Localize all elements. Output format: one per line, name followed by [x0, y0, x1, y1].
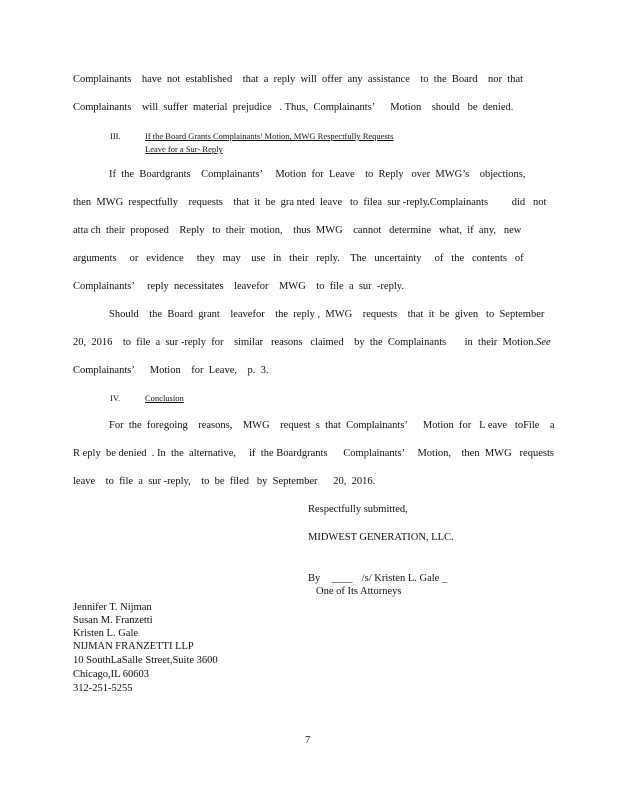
counsel-line-6: Chicago,IL 60603 — [73, 669, 150, 680]
heading-3-title-line-2: Leave for a Sur- Reply — [145, 144, 223, 154]
signature-blank: ____ — [331, 573, 353, 584]
counsel-line-4: NIJMAN FRANZETTI LLP — [73, 641, 194, 652]
signature-closing: Respectfully submitted, — [308, 504, 408, 515]
counsel-line-2: Susan M. Franzetti — [73, 615, 153, 626]
paragraph-2-line-2: then MWG respectfully requests that it be gra nted leave to filea sur -reply.Complainants did not — [73, 197, 547, 208]
paragraph-3-line-1: Should the Board grant leavefor the reply , MWG requests that it be given to September — [109, 309, 545, 320]
heading-3-title-line-1: If the Board Grants Complainants’ Motion, MWG Respectfully Requests — [145, 131, 394, 141]
heading-4-title: Conclusion — [145, 393, 184, 403]
paragraph-2-line-5: Complainants’ reply necessitates leavefor MWG to file a sur -reply. — [73, 281, 404, 292]
paragraph-4-line-3: leave to file a sur -reply, to be filed by September 20, 2016. — [73, 476, 376, 487]
signature-by: By — [308, 573, 321, 584]
paragraph-2-line-3: atta ch their proposed Reply to their motion, thus MWG cannot determine what, if any, new — [73, 225, 522, 236]
paragraph-1-line-1: Complainants have not established that a reply will offer any assistance to the Board nor that — [73, 74, 524, 85]
paragraph-3-line-2: 20, 2016 to file a sur -reply for similar reasons claimed by the Complainants in their Motion. See — [73, 337, 551, 348]
paragraph-2-line-1: If the Boardgrants Complainants’ Motion for Leave to Reply over MWG’s objections, — [109, 169, 526, 180]
signature-company: MIDWEST GENERATION, LLC. — [308, 532, 454, 543]
counsel-line-5: 10 SouthLaSalle Street,Suite 3600 — [73, 655, 218, 666]
paragraph-2-line-4: arguments or evidence they may use in their reply. The uncertainty of the contents of — [73, 253, 524, 264]
signature-by-line — [308, 572, 447, 585]
signature-role: One of Its Attorneys — [316, 586, 402, 597]
heading-4-number: IV. — [110, 393, 120, 403]
paragraph-4-line-2: R eply be denied . In the alternative, if the Boardgrants Complainants’ Motion, then MWG requests — [73, 448, 554, 459]
counsel-line-7: 312-251-5255 — [73, 683, 133, 694]
paragraph-1-line-2: Complainants will suffer material prejudice . Thus, Complainants’ Motion should be denied. — [73, 102, 514, 113]
see-signal: See — [536, 337, 551, 348]
signature-signed: /s/ Kristen L. Gale _ — [361, 573, 448, 584]
counsel-line-3: Kristen L. Gale — [73, 628, 139, 639]
page-number: 7 — [305, 735, 311, 746]
paragraph-4-line-1: For the foregoing reasons, MWG request s that Complainants’ Motion for L eave toFile a — [109, 420, 555, 431]
heading-3-number: III. — [110, 131, 121, 141]
paragraph-3-line-3: Complainants’ Motion for Leave, p. 3. — [73, 365, 269, 376]
counsel-line-1: Jennifer T. Nijman — [73, 602, 152, 613]
